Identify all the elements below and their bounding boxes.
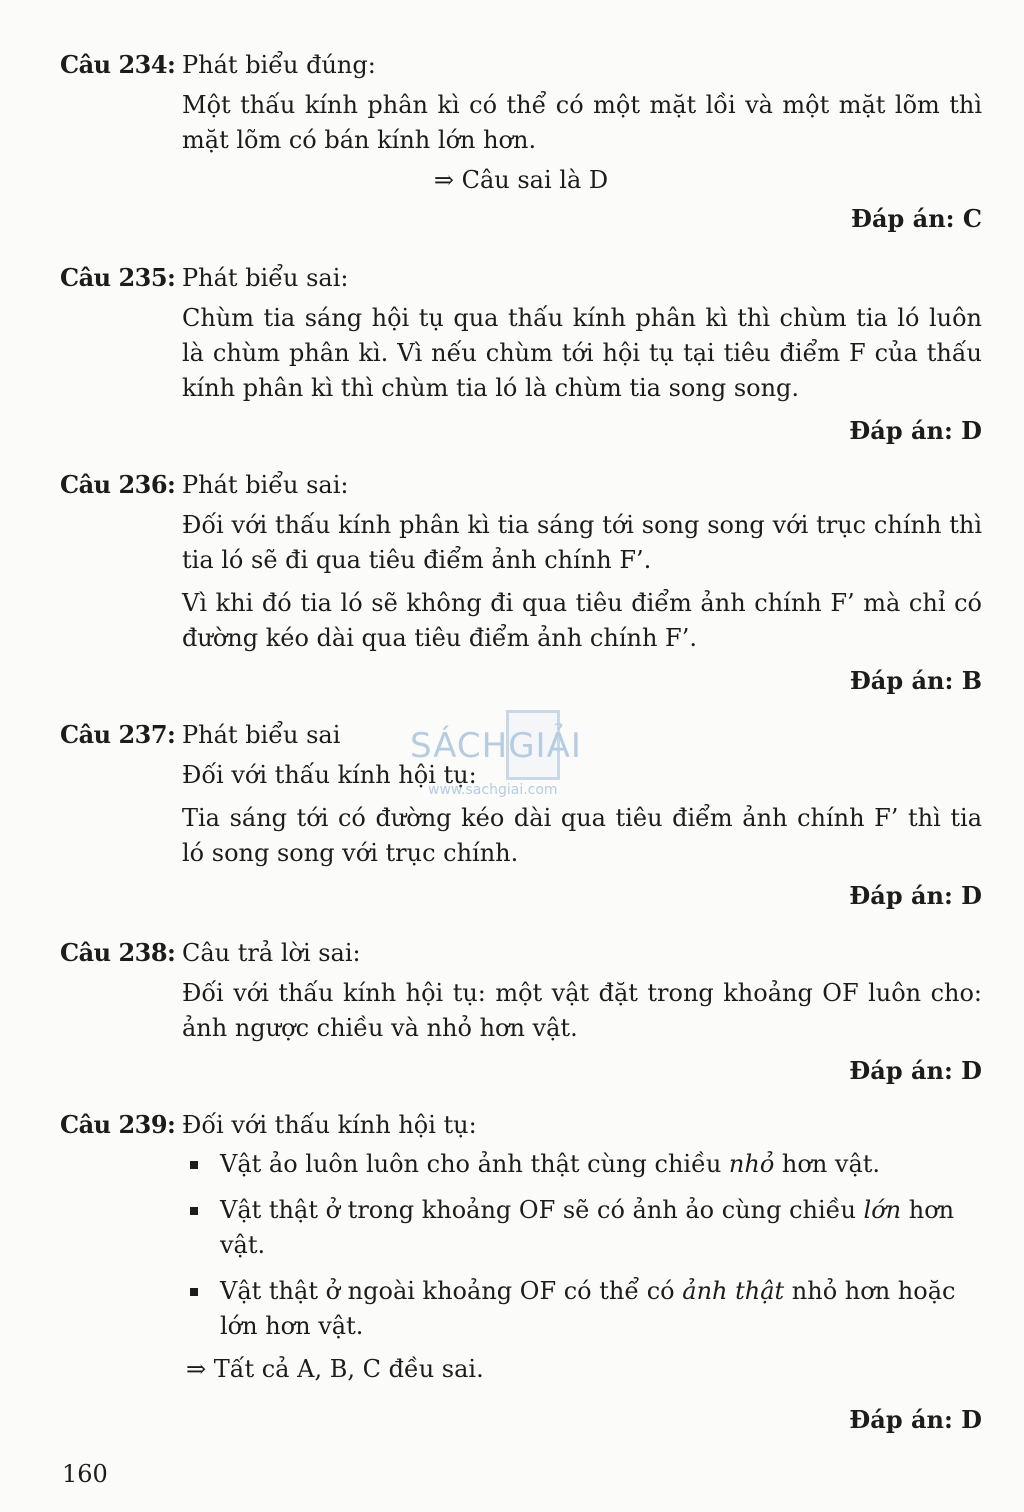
watermark-brand: SÁCHGIẢI [410,726,582,766]
answer-label: Đáp án: D [849,416,982,445]
question-intro: Phát biểu sai: [182,471,349,499]
list-item: Vật ảo luôn luôn cho ảnh thật cùng chiều nhỏ hơn vật. [186,1147,982,1182]
conclusion-text: ⇒ Câu sai là D [433,166,609,194]
question-label: Câu 234: [60,50,176,79]
question-label: Câu 239: [60,1110,176,1139]
explanation-text: Đối với thấu kính phân kì tia sáng tới song song với trục chính thì tia ló sẽ đi qua tiêu điểm ảnh chính F’. [182,511,982,574]
answer-label: Đáp án: D [849,1405,982,1434]
page-number: 160 [62,1460,108,1488]
conclusion-text: ⇒ Tất cả A, B, C đều sai. [186,1355,484,1383]
explanation-reason: Vì khi đó tia ló sẽ không đi qua tiêu điểm ảnh chính F’ mà chỉ có đường kéo dài qua tiêu điểm ảnh chính F’. [182,589,982,652]
question-label: Câu 236: [60,470,176,499]
answer-label: Đáp án: B [849,666,982,695]
question-235 [60,263,982,445]
question-238 [60,938,982,1085]
explanation-text: Một thấu kính phân kì có thể có một mặt lồi và một mặt lõm thì mặt lõm có bán kính lớn hơn. [182,91,982,154]
explanation-text: Chùm tia sáng hội tụ qua thấu kính phân kì thì chùm tia ló luôn là chùm phân kì. Vì nếu chùm tới hội tụ tại tiêu điểm F của thấu kính phân kì thì chùm tia ló là chùm tia song song. [182,304,982,402]
explanation-reason: Tia sáng tới có đường kéo dài qua tiêu điểm ảnh chính F’ thì tia ló song song với trục chính. [182,804,982,867]
question-intro: Đối với thấu kính hội tụ: [182,1111,477,1139]
question-236 [60,470,982,695]
answer-label: Đáp án: D [849,1056,982,1085]
question-239 [60,1110,982,1434]
question-label: Câu 237: [60,720,176,749]
watermark-logo [410,708,620,800]
list-item: Vật thật ở ngoài khoảng OF có thể có ảnh thật nhỏ hơn hoặc lớn hơn vật. [186,1274,982,1344]
statement-list [186,1147,982,1344]
question-234 [60,50,982,233]
question-label: Câu 235: [60,263,176,292]
watermark-url: www.sachgiai.com [428,782,558,798]
list-item: Vật thật ở trong khoảng OF sẽ có ảnh ảo cùng chiều lớn hơn vật. [186,1193,982,1263]
question-intro: Phát biểu sai: [182,264,349,292]
answer-label: Đáp án: C [851,204,982,233]
question-label: Câu 238: [60,938,176,967]
question-intro: Phát biểu đúng: [182,51,376,79]
question-intro: Câu trả lời sai: [182,939,361,967]
explanation-text: Đối với thấu kính hội tụ: [182,761,477,789]
answer-label: Đáp án: D [849,881,982,910]
question-intro: Phát biểu sai [182,721,341,749]
explanation-text: Đối với thấu kính hội tụ: một vật đặt trong khoảng OF luôn cho: ảnh ngược chiều và nhỏ hơn vật. [182,979,982,1042]
